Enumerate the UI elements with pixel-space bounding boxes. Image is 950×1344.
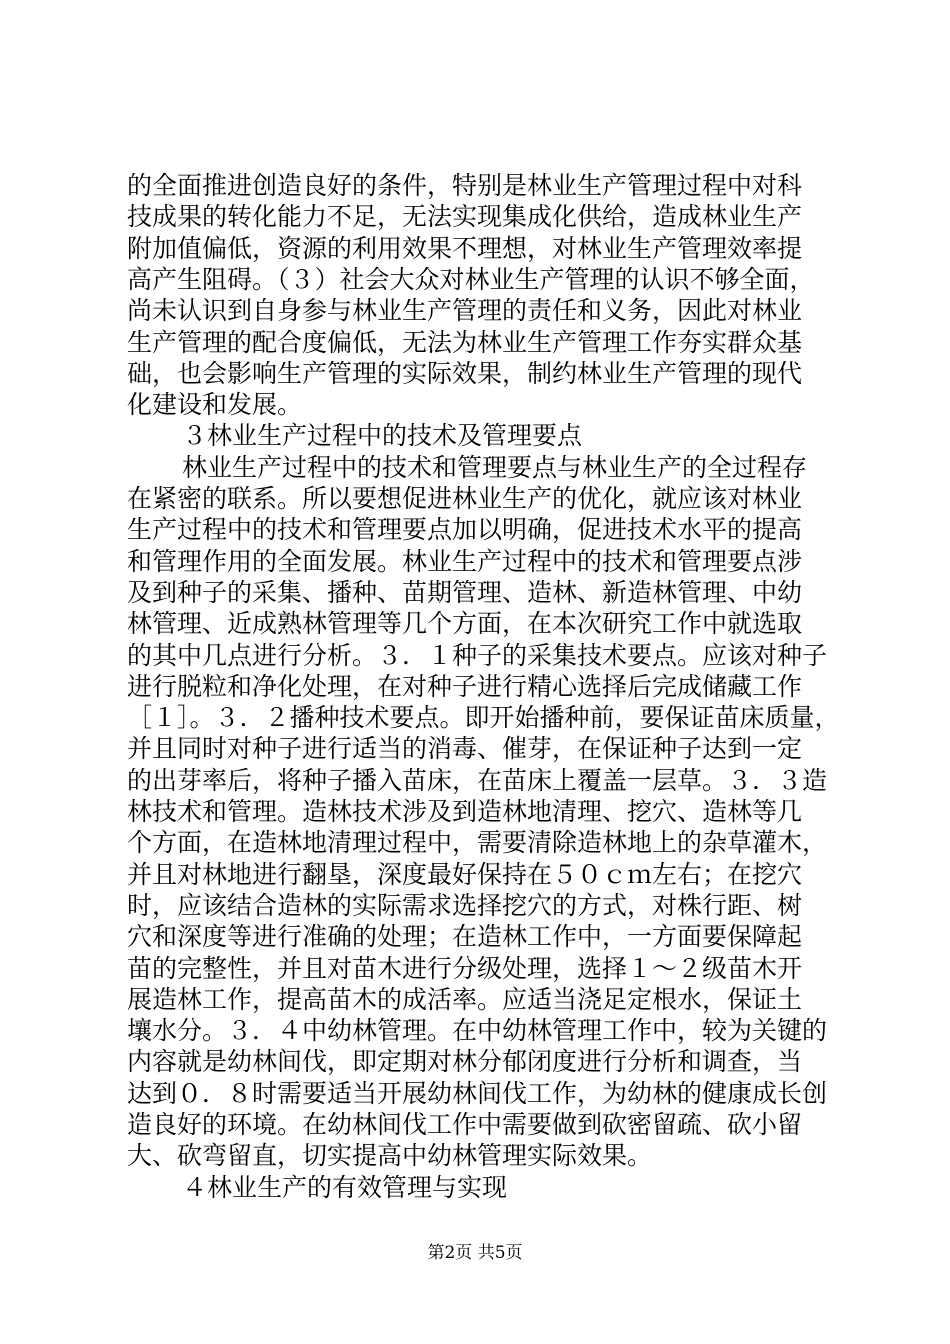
section-heading-3: ３林业生产过程中的技术及管理要点 xyxy=(182,421,583,450)
body-text-line: 大、砍弯留直，切实提高中幼林管理实际效果。 xyxy=(127,1141,653,1170)
body-text-line: 附加值偏低，资源的利用效果不理想，对林业生产管理效率提 xyxy=(127,234,803,263)
body-text-line: 技成果的转化能力不足，无法实现集成化供给，造成林业生产 xyxy=(127,202,803,231)
body-text-line: 展造林工作，提高苗木的成活率。应适当浇足定根水，保证土 xyxy=(127,985,803,1014)
body-text-line: 尚未认识到自身参与林业生产管理的责任和义务，因此对林业 xyxy=(127,296,803,325)
body-text-line: 并且同时对种子进行适当的消毒、催芽，在保证种子达到一定 xyxy=(127,734,803,763)
body-text-line: 的其中几点进行分析。３．１种子的采集技术要点。应该对种子 xyxy=(127,641,828,670)
body-text-line: 林管理、近成熟林管理等几个方面，在本次研究工作中就选取 xyxy=(127,609,803,638)
body-text-line: 时，应该结合造林的实际需求选择挖穴的方式，对株行距、树 xyxy=(127,891,803,920)
body-text-line: 并且对林地进行翻垦，深度最好保持在５０ｃｍ左右；在挖穴 xyxy=(127,860,803,889)
body-text-line: 在紧密的联系。所以要想促进林业生产的优化，就应该对林业 xyxy=(127,484,803,513)
body-text-line: 高产生阻碍。（３）社会大众对林业生产管理的认识不够全面， xyxy=(127,265,815,294)
body-text-line: 林技术和管理。造林技术涉及到造林地清理、挖穴、造林等几 xyxy=(127,797,803,826)
body-text-line: 生产过程中的技术和管理要点加以明确，促进技术水平的提高 xyxy=(127,515,803,544)
page-number-footer: 第2页 共5页 xyxy=(427,1243,523,1263)
body-text-line: 进行脱粒和净化处理，在对种子进行精心选择后完成储藏工作 xyxy=(127,672,803,701)
body-text-line: 及到种子的采集、播种、苗期管理、造林、新造林管理、中幼 xyxy=(127,578,803,607)
paragraph-first-line: 林业生产过程中的技术和管理要点与林业生产的全过程存 xyxy=(182,453,808,482)
body-text-line: 和管理作用的全面发展。林业生产过程中的技术和管理要点涉 xyxy=(127,547,803,576)
body-text-line: 础，也会影响生产管理的实际效果，制约林业生产管理的现代 xyxy=(127,359,803,388)
body-text-line: 造良好的环境。在幼林间伐工作中需要做到砍密留疏、砍小留 xyxy=(127,1110,803,1139)
body-text-line: 个方面，在造林地清理过程中，需要清除造林地上的杂草灌木， xyxy=(127,828,828,857)
body-text-line: 的出芽率后，将种子播入苗床，在苗床上覆盖一层草。３．３造 xyxy=(127,766,828,795)
body-text-line: 达到０．８时需要适当开展幼林间伐工作，为幼林的健康成长创 xyxy=(127,1079,828,1108)
body-text-line: 苗的完整性，并且对苗木进行分级处理，选择１～２级苗木开 xyxy=(127,954,803,983)
body-text-line: ［１］。３．２播种技术要点。即开始播种前，要保证苗床质量， xyxy=(127,703,840,732)
body-text-line: 化建设和发展。 xyxy=(127,390,303,419)
body-text-line: 穴和深度等进行准确的处理；在造林工作中，一方面要保障起 xyxy=(127,922,803,951)
body-text-line: 的全面推进创造良好的条件，特别是林业生产管理过程中对科 xyxy=(127,171,803,200)
body-text-line: 生产管理的配合度偏低，无法为林业生产管理工作夯实群众基 xyxy=(127,328,803,357)
body-text-line: 内容就是幼林间伐，即定期对林分郁闭度进行分析和调查，当 xyxy=(127,1047,803,1076)
section-heading-4: ４林业生产的有效管理与实现 xyxy=(182,1173,508,1202)
body-text-line: 壤水分。３．４中幼林管理。在中幼林管理工作中，较为关键的 xyxy=(127,1016,828,1045)
